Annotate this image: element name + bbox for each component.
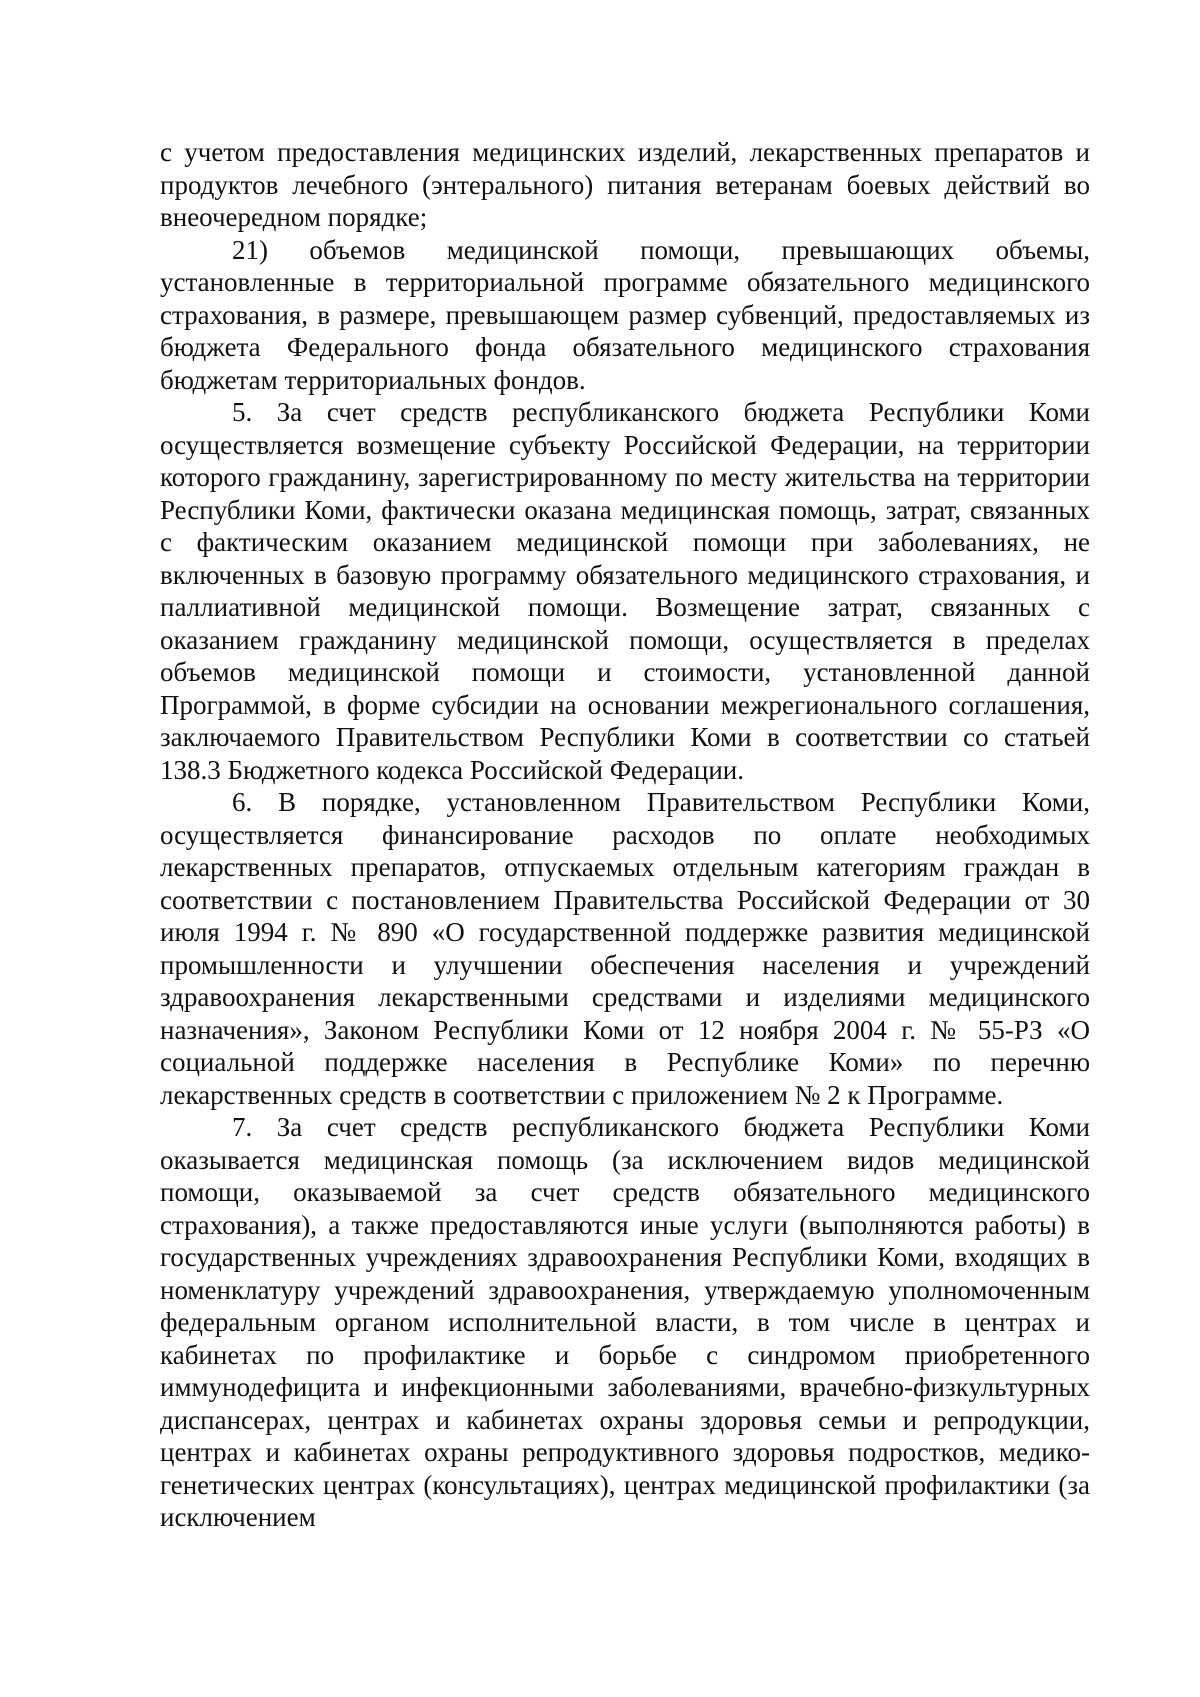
paragraph-item-5: 5. За счет средств республиканского бюджета Республики Коми осуществляется возмещение субъекту Российской Федерации, на территории которого гражданину, зарегистрированному по месту жительства на территории Республики Коми, фактически оказана медицинская помощь, затрат, связанных с фактическим оказанием медицинской помощи при заболеваниях, не включенных в базовую программу обязательного медицинского страхования, и паллиативной медицинской помощи. Возмещение затрат, связанных с оказанием гражданину медицинской помощи, осуществляется в пределах объемов медицинской помощи и стоимости, установленной данной Программой, в форме субсидии на основании межрегионального соглашения, заключаемого Правительством Республики Коми в соответствии со статьей 138.3 Бюджетного кодекса Российской Федерации.	[160, 397, 1090, 785]
document-page	[160, 136, 1090, 1534]
paragraph-continuation: с учетом предоставления медицинских изделий, лекарственных препаратов и продуктов лечебного (энтерального) питания ветеранам боевых действий во внеочередном порядке;	[160, 137, 1090, 232]
paragraph-item-6: 6. В порядке, установленном Правительством Республики Коми, осуществляется финансирование расходов по оплате необходимых лекарственных препаратов, отпускаемых отдельным категориям граждан в соответствии с постановлением Правительства Российской Федерации от 30 июля 1994 г. № 890 «О государственной поддержке развития медицинской промышленности и улучшении обеспечения населения и учреждений здравоохранения лекарственными средствами и изделиями медицинского назначения», Законом Республики Коми от 12 ноября 2004 г. № 55-РЗ «О социальной поддержке населения в Республике Коми» по перечню лекарственных средств в соответствии с приложением № 2 к Программе.	[160, 787, 1090, 1110]
paragraph-item-21: 21) объемов медицинской помощи, превышающих объемы, установленные в территориальной программе обязательного медицинского страхования, в размере, превышающем размер субвенций, предоставляемых из бюджета Федерального фонда обязательного медицинского страхования бюджетам территориальных фондов.	[160, 234, 1090, 395]
paragraph-item-7: 7. За счет средств республиканского бюджета Республики Коми оказывается медицинская помощь (за исключением видов медицинской помощи, оказываемой за счет средств обязательного медицинского страхования), а также предоставляются иные услуги (выполняются работы) в государственных учреждениях здравоохранения Республики Коми, входящих в номенклатуру учреждений здравоохранения, утверждаемую уполномоченным федеральным органом исполнительной власти, в том числе в центрах и кабинетах по профилактике и борьбе с синдромом приобретенного иммунодефицита и инфекционными заболеваниями, врачебно-физкультурных диспансерах, центрах и кабинетах охраны здоровья семьи и репродукции, центрах и кабинетах охраны репродуктивного здоровья подростков, медико-генетических центрах (консультациях), центрах медицинской профилактики (за исключением	[160, 1112, 1090, 1532]
